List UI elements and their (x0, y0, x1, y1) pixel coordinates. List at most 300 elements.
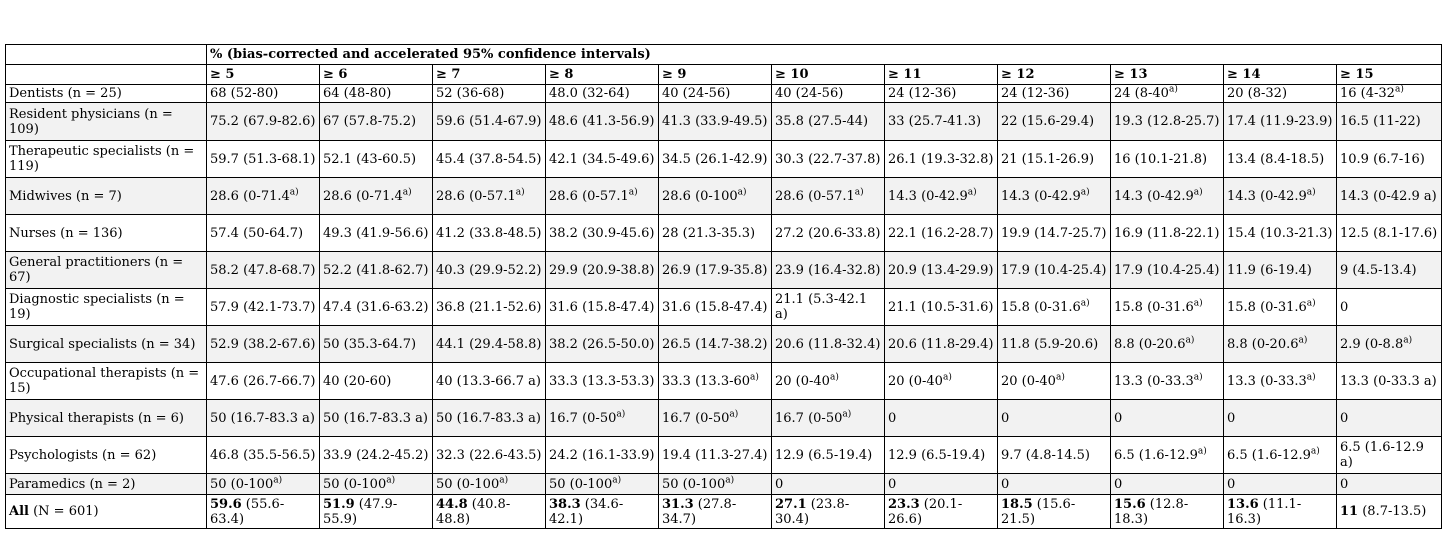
table-cell (885, 103, 998, 141)
cell-value: 24.2 (16.1-33.9) (549, 447, 655, 463)
row-label: General practitioners (n = 67) (6, 252, 207, 289)
table-cell (433, 363, 546, 400)
table-row (6, 363, 1442, 400)
table-cell (320, 252, 433, 289)
cell-value: 2.9 (0-8.8 (1340, 336, 1404, 352)
table-row (6, 85, 1442, 103)
all-label-bold: All (9, 504, 29, 519)
table-cell (320, 363, 433, 400)
cell-value: 16 (10.1-21.8) (1114, 151, 1208, 167)
cell-value: 16.7 (0-50 (775, 410, 843, 426)
cell-value: 49.3 (41.9-56.6) (323, 225, 429, 241)
threshold-header: ≥ 15 (1337, 65, 1442, 85)
table-row (6, 103, 1442, 141)
table-row (6, 474, 1442, 495)
footnote-mark: a) (942, 372, 952, 383)
all-row-cell (207, 495, 320, 529)
footnote-mark: a) (1403, 335, 1413, 346)
table-cell (320, 215, 433, 252)
row-label: Paramedics (n = 2) (6, 474, 207, 495)
table-cell (207, 103, 320, 141)
table-cell (772, 400, 885, 437)
results-table (5, 44, 1442, 529)
cell-value: 0 (1340, 410, 1349, 426)
cell-value: 33.3 (13.3-53.3) (549, 373, 655, 389)
cell-value: 26.1 (19.3-32.8) (888, 151, 994, 167)
row-label: Dentists (n = 25) (6, 85, 207, 103)
row-label: Therapeutic specialists (n = 119) (6, 141, 207, 178)
all-row-cell (659, 495, 772, 529)
row-label: Physical therapists (n = 6) (6, 400, 207, 437)
table-cell (1337, 141, 1442, 178)
table-cell (772, 363, 885, 400)
footnote-mark: a) (616, 409, 626, 420)
cell-value: 38.2 (26.5-50.0) (549, 336, 655, 352)
table-row (6, 289, 1442, 326)
table-cell (659, 141, 772, 178)
footnote-mark: a) (273, 475, 283, 486)
cell-value: 13.4 (8.4-18.5) (1227, 151, 1325, 167)
table-cell (772, 326, 885, 363)
all-row-cell (1224, 495, 1337, 529)
cell-value: 16 (4-32 (1340, 86, 1395, 101)
table-cell (998, 178, 1111, 215)
table-cell (1337, 103, 1442, 141)
table-cell (998, 437, 1111, 474)
cell-value: 14.3 (0-42.9 (1001, 188, 1081, 204)
table-cell (320, 178, 433, 215)
cell-value: 67 (57.8-75.2) (323, 114, 417, 129)
table-cell (546, 474, 659, 495)
footnote-mark: a) (967, 187, 977, 198)
table-cell (772, 437, 885, 474)
table-cell (546, 252, 659, 289)
table-cell (1111, 400, 1224, 437)
table-cell (1224, 363, 1337, 400)
all-value-bold: 13.6 (1227, 496, 1259, 512)
table-cell (998, 103, 1111, 141)
table-cell (998, 141, 1111, 178)
cell-value: 50 (0-100 (662, 476, 726, 492)
row-label: Midwives (n = 7) (6, 178, 207, 215)
cell-value: 15.8 (0-31.6 (1001, 299, 1081, 315)
threshold-header: ≥ 5 (207, 65, 320, 85)
all-value-bold: 18.5 (1001, 496, 1033, 512)
cell-value: 59.7 (51.3-68.1) (210, 151, 316, 167)
table-cell (885, 215, 998, 252)
cell-value: 12.5 (8.1-17.6) (1340, 225, 1438, 241)
cell-value: 8.8 (0-20.6 (1227, 336, 1299, 352)
cell-value: 17.9 (10.4-25.4) (1114, 262, 1220, 278)
cell-value: 15.8 (0-31.6 (1114, 299, 1194, 315)
table-cell (772, 252, 885, 289)
cell-value: 50 (0-100 (210, 476, 274, 492)
table-cell (320, 326, 433, 363)
cell-value: 12.9 (6.5-19.4) (888, 447, 986, 463)
cell-value: 40 (24-56) (662, 86, 731, 101)
all-row-cell (998, 495, 1111, 529)
all-value-ci: (15.6-21.5) (1001, 496, 1076, 527)
footnote-mark: a) (1185, 335, 1195, 346)
all-value-bold: 51.9 (323, 496, 355, 512)
table-cell (1224, 141, 1337, 178)
table-cell (885, 400, 998, 437)
all-row-cell (320, 495, 433, 529)
cell-value: 11.8 (5.9-20.6) (1001, 336, 1099, 352)
table-cell (998, 85, 1111, 103)
table-cell (1224, 400, 1337, 437)
cell-value: 26.5 (14.7-38.2) (662, 336, 768, 352)
row-label: Diagnostic specialists (n = 19) (6, 289, 207, 326)
cell-value: 32.3 (22.6-43.5) (436, 447, 542, 463)
table-cell (320, 85, 433, 103)
table-cell (1111, 437, 1224, 474)
table-cell (546, 363, 659, 400)
all-row (6, 495, 1442, 529)
all-value-ci: (11.1-16.3) (1227, 496, 1302, 527)
threshold-header-row (6, 65, 1442, 85)
table-cell (1111, 103, 1224, 141)
cell-value: 0 (1001, 476, 1010, 492)
all-row-cell (772, 495, 885, 529)
cell-value: 15.4 (10.3-21.3) (1227, 225, 1333, 241)
cell-value: 40 (24-56) (775, 86, 844, 101)
all-row-cell (546, 495, 659, 529)
footnote-mark: a) (515, 187, 525, 198)
cell-value: 13.3 (0-33.3 (1227, 373, 1307, 389)
table-cell (1224, 178, 1337, 215)
footnote-mark: a) (829, 372, 839, 383)
table-cell (885, 141, 998, 178)
cell-value: 35.8 (27.5-44) (775, 114, 869, 129)
table-cell (998, 252, 1111, 289)
footnote-mark: a) (289, 187, 299, 198)
cell-value: 0 (888, 410, 897, 426)
footnote-mark: a) (1306, 187, 1316, 198)
cell-value: 14.3 (0-42.9 a) (1340, 188, 1437, 204)
table-cell (659, 85, 772, 103)
table-cell (546, 326, 659, 363)
table-row (6, 437, 1442, 474)
table-cell (433, 474, 546, 495)
table-row (6, 141, 1442, 178)
footnote-mark: a) (1193, 372, 1203, 383)
cell-value: 16.7 (0-50 (549, 410, 617, 426)
cell-value: 47.6 (26.7-66.7) (210, 373, 316, 389)
table-cell (207, 326, 320, 363)
table-cell (1111, 326, 1224, 363)
cell-value: 33.9 (24.2-45.2) (323, 447, 429, 463)
table-cell (659, 289, 772, 326)
footnote-mark: a) (1394, 84, 1404, 95)
table-row (6, 252, 1442, 289)
all-value-ci: (40.8-48.8) (436, 496, 511, 527)
table-cell (659, 363, 772, 400)
footnote-mark: a) (1310, 446, 1320, 457)
cell-value: 14.3 (0-42.9 (888, 188, 968, 204)
all-value-ci: (12.8-18.3) (1114, 496, 1189, 527)
cell-value: 47.4 (31.6-63.2) (323, 299, 429, 315)
cell-value: 28.6 (0-57.1 (436, 188, 516, 204)
table-cell (433, 400, 546, 437)
cell-value: 24 (12-36) (888, 86, 957, 101)
cell-value: 16.5 (11-22) (1340, 114, 1421, 129)
cell-value: 42.1 (34.5-49.6) (549, 151, 655, 167)
cell-value: 6.5 (1.6-12.9 a) (1340, 440, 1424, 470)
cell-value: 58.2 (47.8-68.7) (210, 262, 316, 278)
table-cell (1224, 85, 1337, 103)
all-value-bold: 27.1 (775, 496, 807, 512)
cell-value: 19.4 (11.3-27.4) (662, 447, 768, 463)
cell-value: 20 (8-32) (1227, 86, 1288, 101)
table-row (6, 326, 1442, 363)
cell-value: 45.4 (37.8-54.5) (436, 151, 542, 167)
cell-value: 36.8 (21.1-52.6) (436, 299, 542, 315)
table-cell (1224, 252, 1337, 289)
table-cell (546, 289, 659, 326)
cell-value: 40 (13.3-66.7 a) (436, 373, 541, 389)
table-cell (885, 289, 998, 326)
table-cell (885, 363, 998, 400)
cell-value: 20.6 (11.8-29.4) (888, 336, 994, 352)
table-cell (772, 85, 885, 103)
all-row-label (6, 495, 207, 529)
table-cell (1337, 215, 1442, 252)
cell-value: 28.6 (0-100 (662, 188, 738, 204)
cell-value: 14.3 (0-42.9 (1114, 188, 1194, 204)
cell-value: 57.4 (50-64.7) (210, 225, 304, 241)
table-cell (885, 437, 998, 474)
all-value-bold: 44.8 (436, 496, 468, 512)
cell-value: 38.2 (30.9-45.6) (549, 225, 655, 241)
table-cell (207, 363, 320, 400)
cell-value: 21 (15.1-26.9) (1001, 151, 1095, 167)
cell-value: 50 (35.3-64.7) (323, 336, 417, 352)
all-value-bold: 31.3 (662, 496, 694, 512)
table-cell (546, 215, 659, 252)
threshold-header: ≥ 12 (998, 65, 1111, 85)
table-cell (1111, 178, 1224, 215)
all-value-ci: (55.6-63.4) (210, 496, 285, 527)
span-header-row (6, 45, 1442, 65)
table-cell (772, 215, 885, 252)
cell-value: 22 (15.6-29.4) (1001, 114, 1095, 129)
cell-value: 52.1 (43-60.5) (323, 151, 417, 167)
footnote-mark: a) (499, 475, 509, 486)
table-cell (659, 474, 772, 495)
cell-value: 16.7 (0-50 (662, 410, 730, 426)
table-cell (885, 178, 998, 215)
table-cell (998, 400, 1111, 437)
cell-value: 50 (16.7-83.3 a) (210, 410, 315, 426)
cell-value: 20.6 (11.8-32.4) (775, 336, 881, 352)
cell-value: 44.1 (29.4-58.8) (436, 336, 542, 352)
cell-value: 75.2 (67.9-82.6) (210, 114, 316, 129)
table-cell (1111, 363, 1224, 400)
table-cell (320, 437, 433, 474)
table-cell (207, 215, 320, 252)
all-row-cell (885, 495, 998, 529)
footnote-mark: a) (854, 187, 864, 198)
cell-value: 20 (0-40 (888, 373, 943, 389)
cell-value: 50 (0-100 (323, 476, 387, 492)
cell-value: 12.9 (6.5-19.4) (775, 447, 873, 463)
table-cell (772, 178, 885, 215)
footnote-mark: a) (628, 187, 638, 198)
table-cell (1337, 252, 1442, 289)
table-row (6, 178, 1442, 215)
threshold-header: ≥ 7 (433, 65, 546, 85)
cell-value: 17.4 (11.9-23.9) (1227, 114, 1333, 129)
table-cell (885, 252, 998, 289)
table-cell (433, 289, 546, 326)
table-cell (998, 215, 1111, 252)
cell-value: 48.0 (32-64) (549, 86, 630, 101)
cell-value: 30.3 (22.7-37.8) (775, 151, 881, 167)
table-cell (546, 103, 659, 141)
table-cell (998, 363, 1111, 400)
footnote-mark: a) (1080, 298, 1090, 309)
cell-value: 6.5 (1.6-12.9 (1114, 447, 1198, 463)
table-cell (772, 474, 885, 495)
table-cell (433, 85, 546, 103)
footnote-mark: a) (1306, 298, 1316, 309)
table-cell (546, 85, 659, 103)
empty-corner-cell (6, 65, 207, 85)
cell-value: 20 (0-40 (1001, 373, 1056, 389)
empty-corner-cell (6, 45, 207, 65)
footnote-mark: a) (750, 372, 759, 383)
row-label: Resident physicians (n = 109) (6, 103, 207, 141)
table-cell (1337, 178, 1442, 215)
footnote-mark: a) (1197, 446, 1207, 457)
cell-value: 15.8 (0-31.6 (1227, 299, 1307, 315)
cell-value: 0 (888, 476, 897, 492)
cell-value: 0 (1001, 410, 1010, 426)
footnote-mark: a) (1193, 298, 1203, 309)
table-cell (1224, 474, 1337, 495)
table-cell (1337, 326, 1442, 363)
cell-value: 19.9 (14.7-25.7) (1001, 225, 1107, 241)
cell-value: 20.9 (13.4-29.9) (888, 262, 994, 278)
table-cell (998, 289, 1111, 326)
row-label: Psychologists (n = 62) (6, 437, 207, 474)
table-cell (207, 252, 320, 289)
cell-value: 24 (8-40 (1114, 86, 1169, 101)
cell-value: 48.6 (41.3-56.9) (549, 114, 655, 129)
table-cell (207, 474, 320, 495)
cell-value: 19.3 (12.8-25.7) (1114, 114, 1220, 129)
table-cell (659, 178, 772, 215)
cell-value: 6.5 (1.6-12.9 (1227, 447, 1311, 463)
table-cell (1111, 289, 1224, 326)
cell-value: 50 (0-100 (436, 476, 500, 492)
table-row (6, 215, 1442, 252)
row-label: Occupational therapists (n = 15) (6, 363, 207, 400)
threshold-header: ≥ 13 (1111, 65, 1224, 85)
cell-value: 13.3 (0-33.3 (1114, 373, 1194, 389)
table-cell (659, 215, 772, 252)
table-cell (659, 252, 772, 289)
table-cell (207, 85, 320, 103)
cell-value: 17.9 (10.4-25.4) (1001, 262, 1107, 278)
cell-value: 59.6 (51.4-67.9) (436, 114, 542, 129)
cell-value: 0 (1114, 476, 1123, 492)
table-cell (207, 289, 320, 326)
footnote-mark: a) (1168, 84, 1178, 95)
table-cell (433, 215, 546, 252)
table-cell (433, 252, 546, 289)
cell-value: 40.3 (29.9-52.2) (436, 262, 542, 278)
cell-value: 9 (4.5-13.4) (1340, 262, 1417, 278)
cell-value: 21.1 (5.3-42.1 a) (775, 292, 868, 322)
cell-value: 41.2 (33.8-48.5) (436, 225, 542, 241)
table-cell (659, 437, 772, 474)
table-cell (998, 326, 1111, 363)
table-cell (1337, 400, 1442, 437)
table-cell (1224, 437, 1337, 474)
threshold-header: ≥ 14 (1224, 65, 1337, 85)
cell-value: 23.9 (16.4-32.8) (775, 262, 881, 278)
table-row (6, 400, 1442, 437)
footnote-mark: a) (1055, 372, 1065, 383)
threshold-header: ≥ 10 (772, 65, 885, 85)
row-label: Nurses (n = 136) (6, 215, 207, 252)
all-label-rest: (N = 601) (28, 504, 99, 519)
table-cell (207, 400, 320, 437)
cell-value: 10.9 (6.7-16) (1340, 151, 1425, 167)
threshold-header: ≥ 9 (659, 65, 772, 85)
cell-value: 33 (25.7-41.3) (888, 114, 982, 129)
footnote-mark: a) (729, 409, 739, 420)
footnote-mark: a) (386, 475, 396, 486)
table-cell (1224, 215, 1337, 252)
table-cell (659, 400, 772, 437)
span-header: % (bias-corrected and accelerated 95% confidence intervals) (207, 45, 1442, 65)
cell-value: 28.6 (0-71.4 (210, 188, 290, 204)
table-cell (320, 141, 433, 178)
all-value-ci: (20.1-26.6) (888, 496, 963, 527)
cell-value: 0 (1227, 410, 1236, 426)
cell-value: 0 (1340, 476, 1349, 492)
table-cell (207, 178, 320, 215)
all-value-bold: 23.3 (888, 496, 920, 512)
table-cell (885, 474, 998, 495)
cell-value: 20 (0-40 (775, 373, 830, 389)
all-value-ci: (47.9-55.9) (323, 496, 398, 527)
table-cell (885, 85, 998, 103)
footnote-mark: a) (737, 187, 747, 198)
table-cell (433, 141, 546, 178)
table-cell (1111, 85, 1224, 103)
all-value-bold: 15.6 (1114, 496, 1146, 512)
cell-value: 0 (1340, 299, 1349, 315)
cell-value: 50 (0-100 (549, 476, 613, 492)
table-cell (207, 141, 320, 178)
cell-value: 0 (1227, 476, 1236, 492)
cell-value: 28.6 (0-57.1 (549, 188, 629, 204)
table-cell (659, 103, 772, 141)
table-cell (320, 400, 433, 437)
table-cell (1337, 474, 1442, 495)
cell-value: 0 (775, 476, 784, 492)
footnote-mark: a) (1306, 372, 1316, 383)
cell-value: 21.1 (10.5-31.6) (888, 299, 994, 315)
table-cell (885, 326, 998, 363)
table-cell (433, 326, 546, 363)
table-cell (1111, 215, 1224, 252)
table-cell (1337, 289, 1442, 326)
